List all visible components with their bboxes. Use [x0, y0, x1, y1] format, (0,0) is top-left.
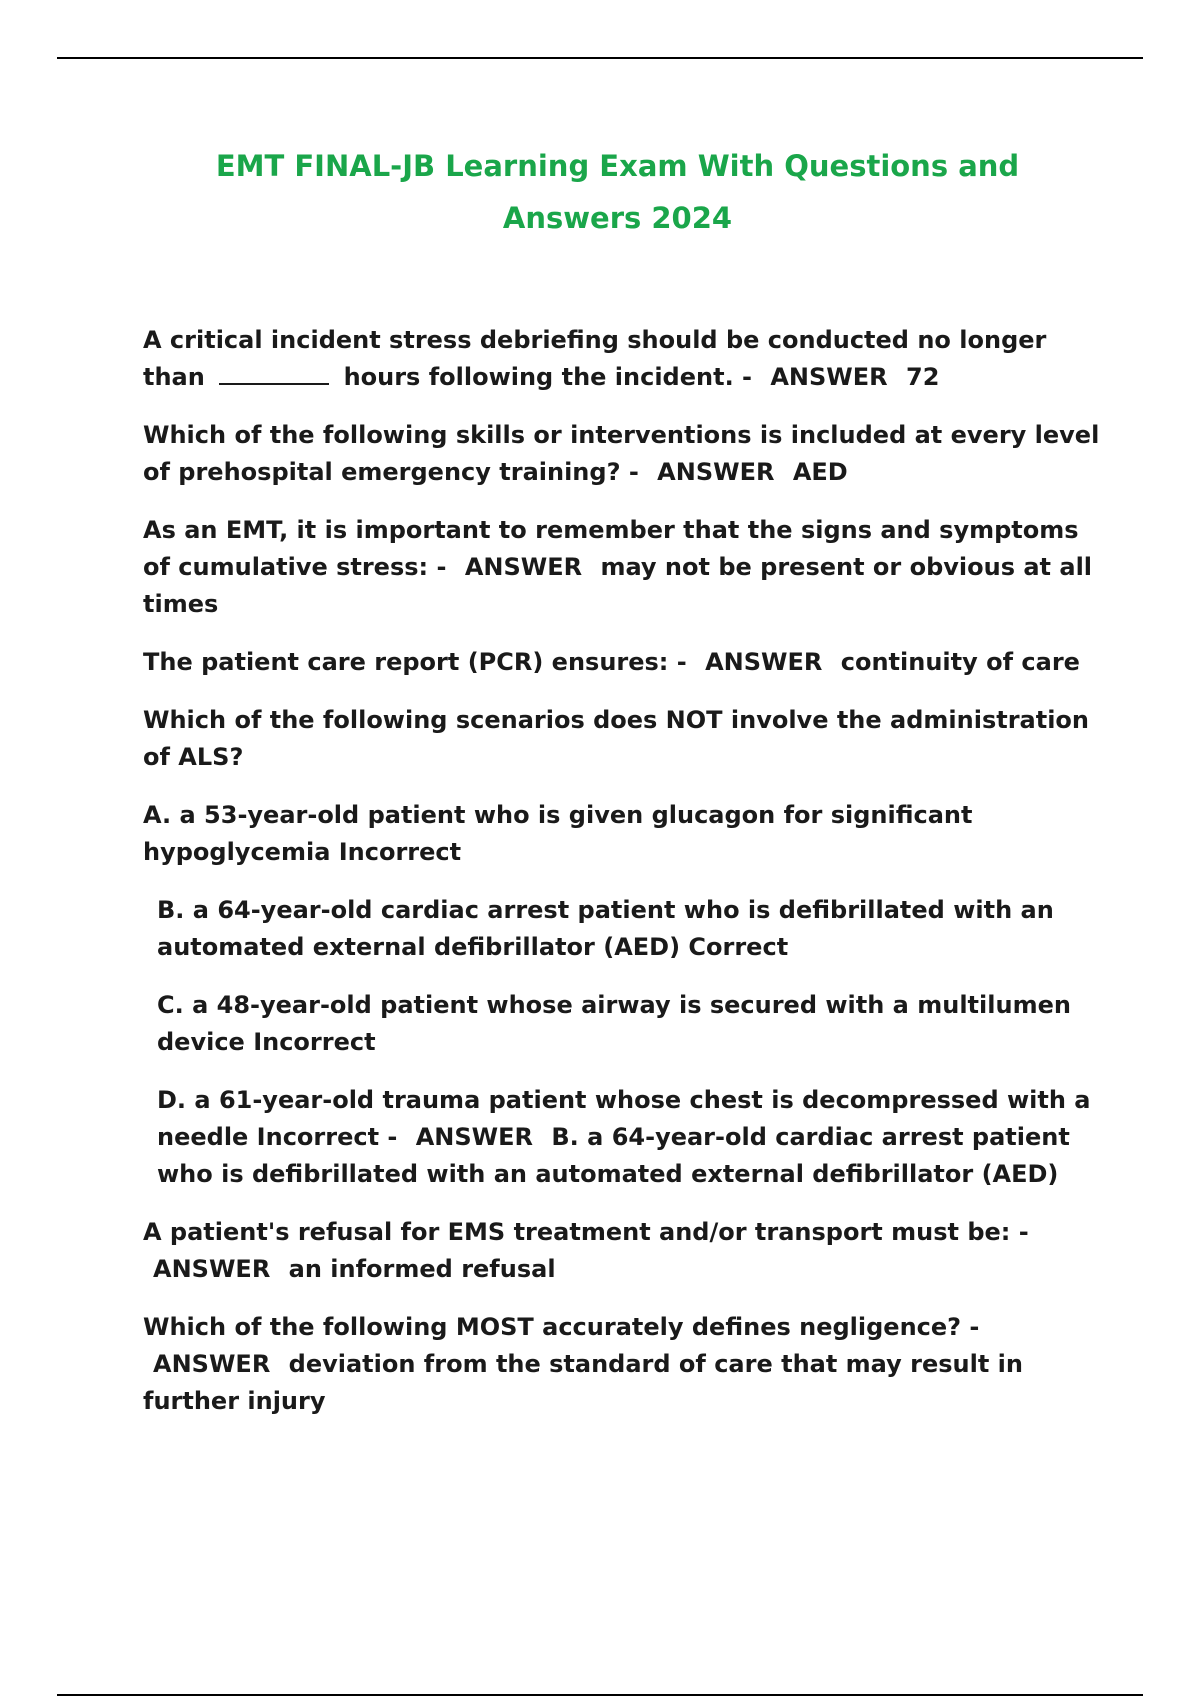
qa-item-7 — [143, 1309, 1103, 1420]
title-line-1: EMT FINAL-JB Learning Exam With Questions and — [215, 149, 1020, 183]
answer-text: AED — [792, 458, 848, 486]
title-line-2: Answers 2024 — [502, 201, 733, 235]
qa-item-5-question: Which of the following scenarios does NOT involve the administration of ALS? — [143, 706, 1090, 771]
question-text-before: A critical incident stress debriefing should be conducted no longer than — [143, 326, 1047, 391]
question-text: The patient care report (PCR) ensures: - — [143, 648, 687, 676]
option-a: A. a 53-year-old patient who is given glucagon for significant hypoglycemia Incorrect — [143, 801, 973, 866]
qa-list — [143, 322, 1103, 1441]
answer-label: ANSWER — [770, 363, 888, 391]
qa-item-4 — [143, 644, 1103, 681]
question-text: A patient's refusal for EMS treatment and/or transport must be: - — [143, 1218, 1029, 1246]
answer-text: 72 — [906, 363, 940, 391]
qa-item-3 — [143, 512, 1103, 623]
bottom-rule — [57, 1694, 1143, 1696]
qa-item-1 — [143, 322, 1103, 396]
answer-text: may not be present or obvious at all times — [143, 553, 1093, 618]
answer-text: B. a 64-year-old cardiac arrest patient who is defibrillated with an automated external defibrillator (AED) — [157, 1123, 1070, 1188]
fill-in-blank — [219, 363, 329, 385]
option-d: D. a 61-year-old trauma patient whose chest is decompressed with a needle Incorrect - — [157, 1086, 1091, 1151]
answer-label: ANSWER — [464, 553, 583, 581]
top-rule — [57, 57, 1143, 59]
option-d-with-answer — [143, 1082, 1103, 1193]
question-text: Which of the following skills or interventions is included at every level of prehospital emergency training? - — [143, 421, 1100, 486]
answer-text: an informed refusal — [288, 1255, 556, 1283]
option-b: B. a 64-year-old cardiac arrest patient who is defibrillated with an automated external defibrillator (AED) Correct — [157, 896, 1054, 961]
document-title — [150, 140, 1085, 244]
qa-item-6 — [143, 1214, 1103, 1288]
question-text-after: hours following the incident. - — [343, 363, 752, 391]
answer-label: ANSWER — [415, 1123, 534, 1151]
answer-label: ANSWER — [153, 1255, 271, 1283]
answer-label: ANSWER — [657, 458, 775, 486]
answer-text: continuity of care — [840, 648, 1080, 676]
answer-text: deviation from the standard of care that may result in further injury — [143, 1350, 1023, 1415]
option-c: C. a 48-year-old patient whose airway is secured with a multilumen device Incorrect — [157, 991, 1071, 1056]
answer-label: ANSWER — [153, 1350, 271, 1378]
answer-label: ANSWER — [705, 648, 823, 676]
question-text: As an EMT, it is important to remember that the signs and symptoms of cumulative stress: - — [143, 516, 1079, 581]
question-text: Which of the following MOST accurately defines negligence? - — [143, 1313, 980, 1341]
qa-item-2 — [143, 417, 1103, 491]
